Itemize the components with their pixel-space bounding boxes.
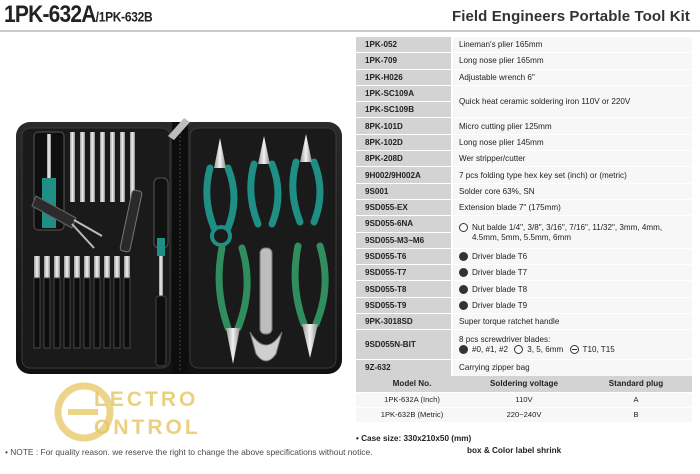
part-desc: Quick heat ceramic soldering iron 110V or 220V: [452, 85, 692, 118]
nut-blade-line-2: 4.5mm, 5mm, 5.5mm, 6mm: [472, 232, 571, 242]
electro-control-logo: [54, 378, 244, 444]
table-row: [356, 314, 692, 330]
packaging-note: box & Color label shrink: [467, 446, 562, 455]
part-code: 8PK-102D: [356, 134, 452, 150]
part-code: 9Z-632: [356, 360, 452, 376]
table-cell: B: [580, 407, 692, 422]
torx-bit-icon: [459, 301, 468, 310]
part-desc: Super torque ratchet handle: [452, 314, 692, 330]
part-code: 9H002/9H002A: [356, 167, 452, 183]
table-row: [356, 297, 692, 313]
bits-torx: T10, T15: [582, 344, 615, 354]
hex-bit-icon: [459, 223, 468, 232]
table-row: [356, 392, 692, 407]
table-row: [356, 134, 692, 150]
table-row: [356, 85, 692, 101]
table-cell: A: [580, 392, 692, 407]
table-row: [356, 183, 692, 199]
table-row: [356, 265, 692, 281]
kit-title: Field Engineers Portable Tool Kit: [451, 8, 690, 25]
part-desc-text: Driver blade T8: [472, 284, 528, 294]
part-desc: [452, 248, 692, 264]
column-header: Soldering voltage: [468, 376, 580, 392]
part-code: 9SD055-T9: [356, 297, 452, 313]
table-row: [356, 248, 692, 264]
part-desc: Carrying zipper bag: [452, 360, 692, 376]
table-cell: 1PK-632A (Inch): [356, 392, 468, 407]
table-row: [356, 151, 692, 167]
part-code: 9SD055-6NA: [356, 216, 452, 232]
tool-kit-photo: [14, 118, 346, 380]
part-desc-text: Driver blade T7: [472, 268, 528, 278]
part-code: 8PK-101D: [356, 118, 452, 134]
logo-line-2: ONTROL: [94, 416, 201, 439]
part-desc: Extension blade 7" (175mm): [452, 199, 692, 215]
table-row: [356, 330, 692, 360]
spec-table: [356, 36, 692, 377]
table-row: [356, 199, 692, 215]
part-desc: Wer stripper/cutter: [452, 151, 692, 167]
part-desc-text: Driver blade T9: [472, 300, 528, 310]
table-row: [356, 53, 692, 69]
torx-bit-icon: [459, 268, 468, 277]
table-row: [356, 167, 692, 183]
part-code: 9SD055-EX: [356, 199, 452, 215]
part-code: 1PK-H026: [356, 69, 452, 85]
table-row: [356, 407, 692, 422]
part-desc: [452, 330, 692, 360]
part-desc: [452, 216, 692, 249]
part-code: 9S001: [356, 183, 452, 199]
part-desc: [452, 297, 692, 313]
phillips-bit-icon: [459, 345, 468, 354]
case-size-note: • Case size: 330x210x50 (mm): [356, 434, 472, 443]
part-desc: Solder core 63%, SN: [452, 183, 692, 199]
part-code: 9PK-3018SD: [356, 314, 452, 330]
nut-blade-line-1: Nut balde 1/4", 3/8", 3/16", 7/16", 11/32", 3mm, 4mm,: [472, 222, 663, 232]
table-cell: 110V: [468, 392, 580, 407]
torx-bit-icon: [459, 285, 468, 294]
part-desc: Adjustable wrench 6": [452, 69, 692, 85]
part-code: 1PK-SC109B: [356, 102, 452, 118]
part-desc: Long nose plier 165mm: [452, 53, 692, 69]
column-header: Model No.: [356, 376, 468, 392]
table-row: [356, 281, 692, 297]
table-row: [356, 118, 692, 134]
table-cell: 1PK-632B (Metric): [356, 407, 468, 422]
table-row: [356, 216, 692, 232]
table-row: [356, 69, 692, 85]
hex-bit-icon: [514, 345, 523, 354]
part-code: 1PK-709: [356, 53, 452, 69]
column-header: Standard plug: [580, 376, 692, 392]
table-row: [356, 37, 692, 53]
part-code: 9SD055N-BIT: [356, 330, 452, 360]
voltage-table: [356, 376, 692, 422]
part-code: 9SD055-T8: [356, 281, 452, 297]
part-code: 9SD055-T6: [356, 248, 452, 264]
part-code: 1PK-SC109A: [356, 85, 452, 101]
part-code: 9SD055-T7: [356, 265, 452, 281]
model-number-alt: /1PK-632B: [95, 8, 153, 26]
part-desc: [452, 281, 692, 297]
disclaimer-note: • NOTE : For quality reason. we reserve the right to change the above specifications without notice.: [5, 447, 373, 457]
model-number-main: 1PK-632A: [4, 1, 96, 28]
model-title: [4, 3, 152, 29]
torx-bit-icon: [459, 252, 468, 261]
part-desc: Lineman's plier 165mm: [452, 37, 692, 53]
bits-list: [459, 345, 692, 355]
part-code: 9SD055-M3~M6: [356, 232, 452, 248]
bits-heading: 8 pcs screwdriver blades:: [459, 334, 551, 344]
part-desc: Micro cutting plier 125mm: [452, 118, 692, 134]
bits-hex: 3, 5, 6mm: [527, 344, 564, 354]
table-cell: 220~240V: [468, 407, 580, 422]
table-row: [356, 360, 692, 376]
part-code: 1PK-052: [356, 37, 452, 53]
logo-line-1: LECTRO: [94, 388, 199, 411]
part-desc: 7 pcs folding type hex key set (inch) or (metric): [452, 167, 692, 183]
part-desc: Long nose plier 145mm: [452, 134, 692, 150]
bits-phillips: #0, #1, #2: [472, 344, 509, 354]
part-desc: [452, 265, 692, 281]
part-code: 8PK-208D: [356, 151, 452, 167]
slotted-bit-icon: [570, 345, 579, 354]
table-header-row: [356, 376, 692, 392]
title-divider: [0, 30, 700, 32]
part-desc-text: Driver blade T6: [472, 252, 528, 261]
